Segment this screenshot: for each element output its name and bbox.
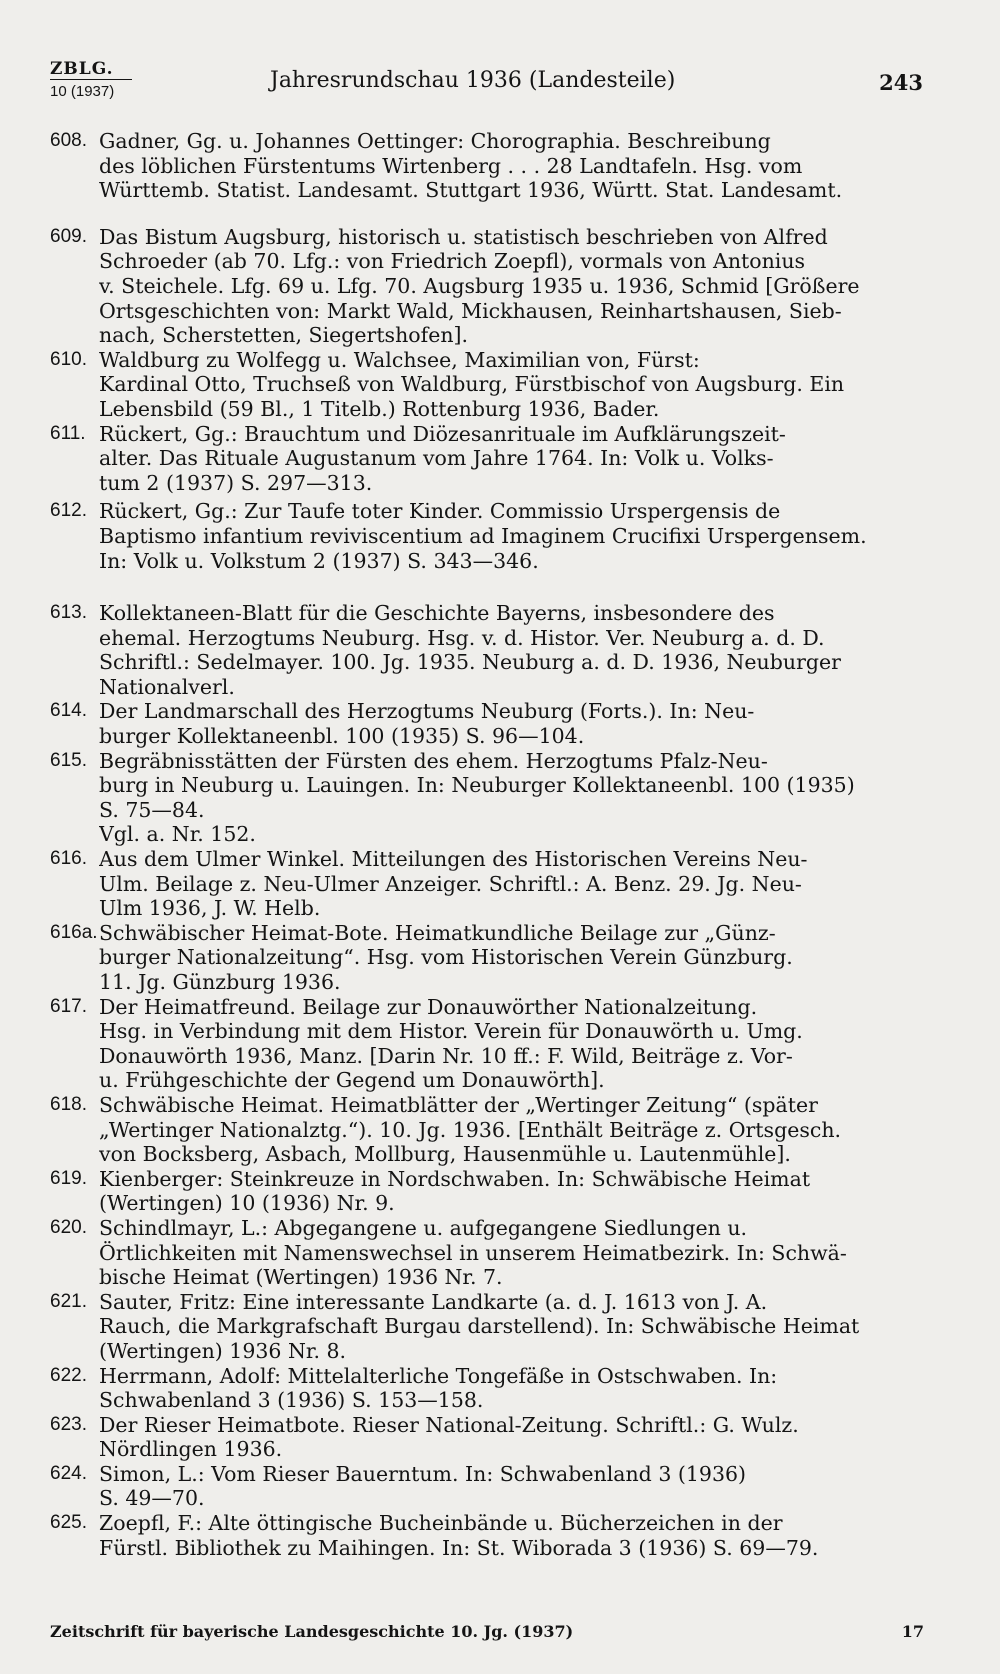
entry-line: Rückert, Gg.: Brauchtum und Diözesanrituale im Aufklärungszeit- [99,421,786,446]
bibliography-entry [50,995,924,1093]
entry-line: Schwäbischer Heimat-Bote. Heimatkundliche Beilage zur „Günz- [99,920,776,945]
entry-line: Örtlichkeiten mit Namenswechsel in unserem Heimatbezirk. In: Schwä- [99,1240,847,1265]
entry-line: S. 49—70. [99,1486,205,1511]
entry-text [99,1093,924,1167]
bibliography-entry [50,601,924,699]
entry-number: 620. [50,1216,87,1238]
entry-line: v. Steichele. Lfg. 69 u. Lfg. 70. Augsburg 1935 u. 1936, Schmid [Größere [99,273,860,298]
entry-line: Schwabenland 3 (1936) S. 153—158. [99,1388,484,1413]
entry-line: des löblichen Fürstentums Wirtenberg . . . 28 Landtafeln. Hsg. vom [99,153,803,178]
entry-text [99,699,924,748]
entry-number: 624. [50,1462,87,1484]
entry-number: 608. [50,130,87,151]
entry-line: Der Landmarschall des Herzogtums Neuburg (Forts.). In: Neu- [99,699,755,724]
journal-reference [50,60,132,101]
bibliography-entry [50,225,924,348]
entry-line: Fürstl. Bibliothek zu Maihingen. In: St. Wiborada 3 (1936) S. 69—79. [99,1535,819,1560]
entry-text [99,1216,924,1290]
bibliography-entry [50,1511,924,1560]
running-title: Jahresrundschau 1936 (Landesteile) [270,68,676,93]
entry-line: Der Rieser Heimatbote. Rieser National-Zeitung. Schriftl.: G. Wulz. [99,1412,799,1437]
entry-line: burger Nationalzeitung“. Hsg. vom Historischen Verein Günzburg. [99,945,793,970]
entry-text [99,921,924,995]
bibliography-entry [50,499,924,573]
entry-line: In: Volk u. Volkstum 2 (1937) S. 343—346. [99,548,539,573]
bibliography-entry [50,749,924,847]
entry-number: 621. [50,1290,87,1312]
entry-line: Rückert, Gg.: Zur Taufe toter Kinder. Commissio Urspergensis de [99,499,781,524]
entry-line: Württemb. Statist. Landesamt. Stuttgart 1936, Württ. Stat. Landesamt. [99,178,843,203]
bibliography-entry [50,129,924,203]
bibliography-entry [50,921,924,995]
entry-text [99,1462,924,1511]
entry-line: Herrmann, Adolf: Mittelalterliche Tongefäße in Ostschwaben. In: [99,1363,778,1388]
entry-line: u. Frühgeschichte der Gegend um Donauwörth]. [99,1068,605,1093]
page-footer [50,1622,924,1641]
entry-line: Lebensbild (59 Bl., 1 Titelb.) Rottenburg 1936, Bader. [99,396,660,421]
entry-number: 614. [50,700,87,722]
entry-line: Vgl. a. Nr. 152. [99,822,256,847]
journal-abbreviation: ZBLG. [50,59,114,79]
entry-line: von Bocksberg, Asbach, Mollburg, Hausenmühle u. Lautenmühle]. [99,1142,791,1167]
bibliography-entry [50,1093,924,1167]
entry-text [99,422,924,496]
entry-text [99,1364,924,1413]
bibliography-entry [50,1167,924,1216]
entry-line: Ulm 1936, J. W. Helb. [99,896,321,921]
entry-line: 11. Jg. Günzburg 1936. [99,970,341,994]
entry-line: Das Bistum Augsburg, historisch u. statistisch beschrieben von Alfred [99,224,828,249]
entry-line: Nationalverl. [99,674,235,699]
entry-number: 625. [50,1512,87,1534]
entry-line: (Wertingen) 1936 Nr. 8. [99,1338,347,1363]
entry-line: alter. Das Rituale Augustanum vom Jahre 1764. In: Volk u. Volks- [99,446,774,471]
entry-line: Hsg. in Verbindung mit dem Histor. Verein für Donauwörth u. Umg. [99,1019,803,1044]
entry-line: Aus dem Ulmer Winkel. Mitteilungen des Historischen Vereins Neu- [99,847,808,872]
entry-text [99,499,924,573]
entry-number: 610. [50,348,87,370]
bibliography-entry [50,348,924,422]
bibliography-entry [50,699,924,748]
entry-line: Schindlmayr, L.: Abgegangene u. aufgegangene Siedlungen u. [99,1215,748,1240]
entry-text [99,1511,924,1560]
entry-line: Ulm. Beilage z. Neu-Ulmer Anzeiger. Schriftl.: A. Benz. 29. Jg. Neu- [99,871,802,896]
entry-number: 615. [50,749,87,771]
entry-text [99,1413,924,1462]
entry-number: 622. [50,1364,87,1386]
entry-number: 612. [50,500,87,522]
entry-text [99,129,924,203]
entry-line: Schroeder (ab 70. Lfg.: von Friedrich Zoepfl), vormals von Antonius [99,249,806,274]
entry-line: bische Heimat (Wertingen) 1936 Nr. 7. [99,1265,503,1290]
entry-line: Kollektaneen-Blatt für die Geschichte Bayerns, insbesondere des [99,601,775,626]
entry-line: Kienberger: Steinkreuze in Nordschwaben. In: Schwäbische Heimat [99,1166,811,1191]
entry-text [99,847,924,921]
footer-journal: Zeitschrift für bayerische Landesgeschichte 10. Jg. (1937) [50,1622,574,1641]
entry-line: burg in Neuburg u. Lauingen. In: Neuburger Kollektaneenbl. 100 (1935) [99,773,855,798]
entry-number: 609. [50,225,87,247]
bibliography-entry [50,847,924,921]
entry-line: Nördlingen 1936. [99,1437,283,1462]
entry-text [99,225,924,348]
entry-number: 623. [50,1413,87,1435]
entry-line: Simon, L.: Vom Rieser Bauerntum. In: Schwabenland 3 (1936) [99,1461,747,1486]
entry-line: Sauter, Fritz: Eine interessante Landkarte (a. d. J. 1613 von J. A. [99,1289,768,1314]
entry-line: Begräbnisstätten der Fürsten des ehem. Herzogtums Pfalz-Neu- [99,748,768,773]
entry-line: S. 75—84. [99,797,205,822]
entry-text [99,1167,924,1216]
entry-line: „Wertinger Nationalztg.“). 10. Jg. 1936. [Enthält Beiträge z. Ortsgesch. [99,1117,842,1142]
entry-number: 616. [50,848,87,870]
entry-text [99,1290,924,1364]
bibliography-entry [50,1364,924,1413]
entry-line: tum 2 (1937) S. 297—313. [99,470,373,495]
entry-line: Ortsgeschichten von: Markt Wald, Mickhausen, Reinhartshausen, Sieb- [99,298,842,323]
entry-line: Baptismo infantium reviviscentium ad Imaginem Crucifixi Urspergensem. [99,523,867,548]
footer-signature: 17 [901,1622,924,1641]
entry-line: Der Heimatfreund. Beilage zur Donauwörther Nationalzeitung. [99,994,758,1019]
bibliography-entry [50,1413,924,1462]
entry-line: Rauch, die Markgrafschaft Burgau darstellend). In: Schwäbische Heimat [99,1314,860,1339]
bibliography-entry [50,1216,924,1290]
entry-number: 616a. [50,921,98,943]
entry-text [99,601,924,699]
entry-line: Schwäbische Heimat. Heimatblätter der „Wertinger Zeitung“ (später [99,1092,818,1117]
entry-line: nach, Scherstetten, Siegertshofen]. [99,323,469,348]
entry-text [99,995,924,1093]
page-number: 243 [879,70,923,95]
entry-number: 611. [50,422,86,444]
entry-line: burger Kollektaneenbl. 100 (1935) S. 96—104. [99,724,585,749]
entry-line: Kardinal Otto, Truchseß von Waldburg, Fürstbischof von Augsburg. Ein [99,372,845,397]
bibliography-entry [50,1462,924,1511]
entry-line: Waldburg zu Wolfegg u. Walchsee, Maximilian von, Fürst: [99,347,700,372]
entry-line: Zoepfl, F.: Alte öttingische Bucheinbände u. Bücherzeichen in der [99,1511,783,1536]
entry-number: 617. [50,995,87,1017]
journal-volume: 10 (1937) [50,79,132,101]
entry-line: Donauwörth 1936, Manz. [Darin Nr. 10 ff.: F. Wild, Beiträge z. Vor- [99,1043,793,1068]
entry-text [99,749,924,847]
entry-line: Schriftl.: Sedelmayer. 100. Jg. 1935. Neuburg a. d. D. 1936, Neuburger [99,650,841,675]
entry-text [99,348,924,422]
bibliography-list [50,129,924,1560]
entry-line: ehemal. Herzogtums Neuburg. Hsg. v. d. Histor. Ver. Neuburg a. d. D. [99,625,825,650]
entry-number: 619. [50,1167,87,1189]
entry-number: 613. [50,602,87,624]
bibliography-entry [50,422,924,496]
entry-number: 618. [50,1093,87,1115]
entry-line: Gadner, Gg. u. Johannes Oettinger: Chorographia. Beschreibung [99,129,771,153]
entry-line: (Wertingen) 10 (1936) Nr. 9. [99,1191,395,1216]
bibliography-entry [50,1290,924,1364]
